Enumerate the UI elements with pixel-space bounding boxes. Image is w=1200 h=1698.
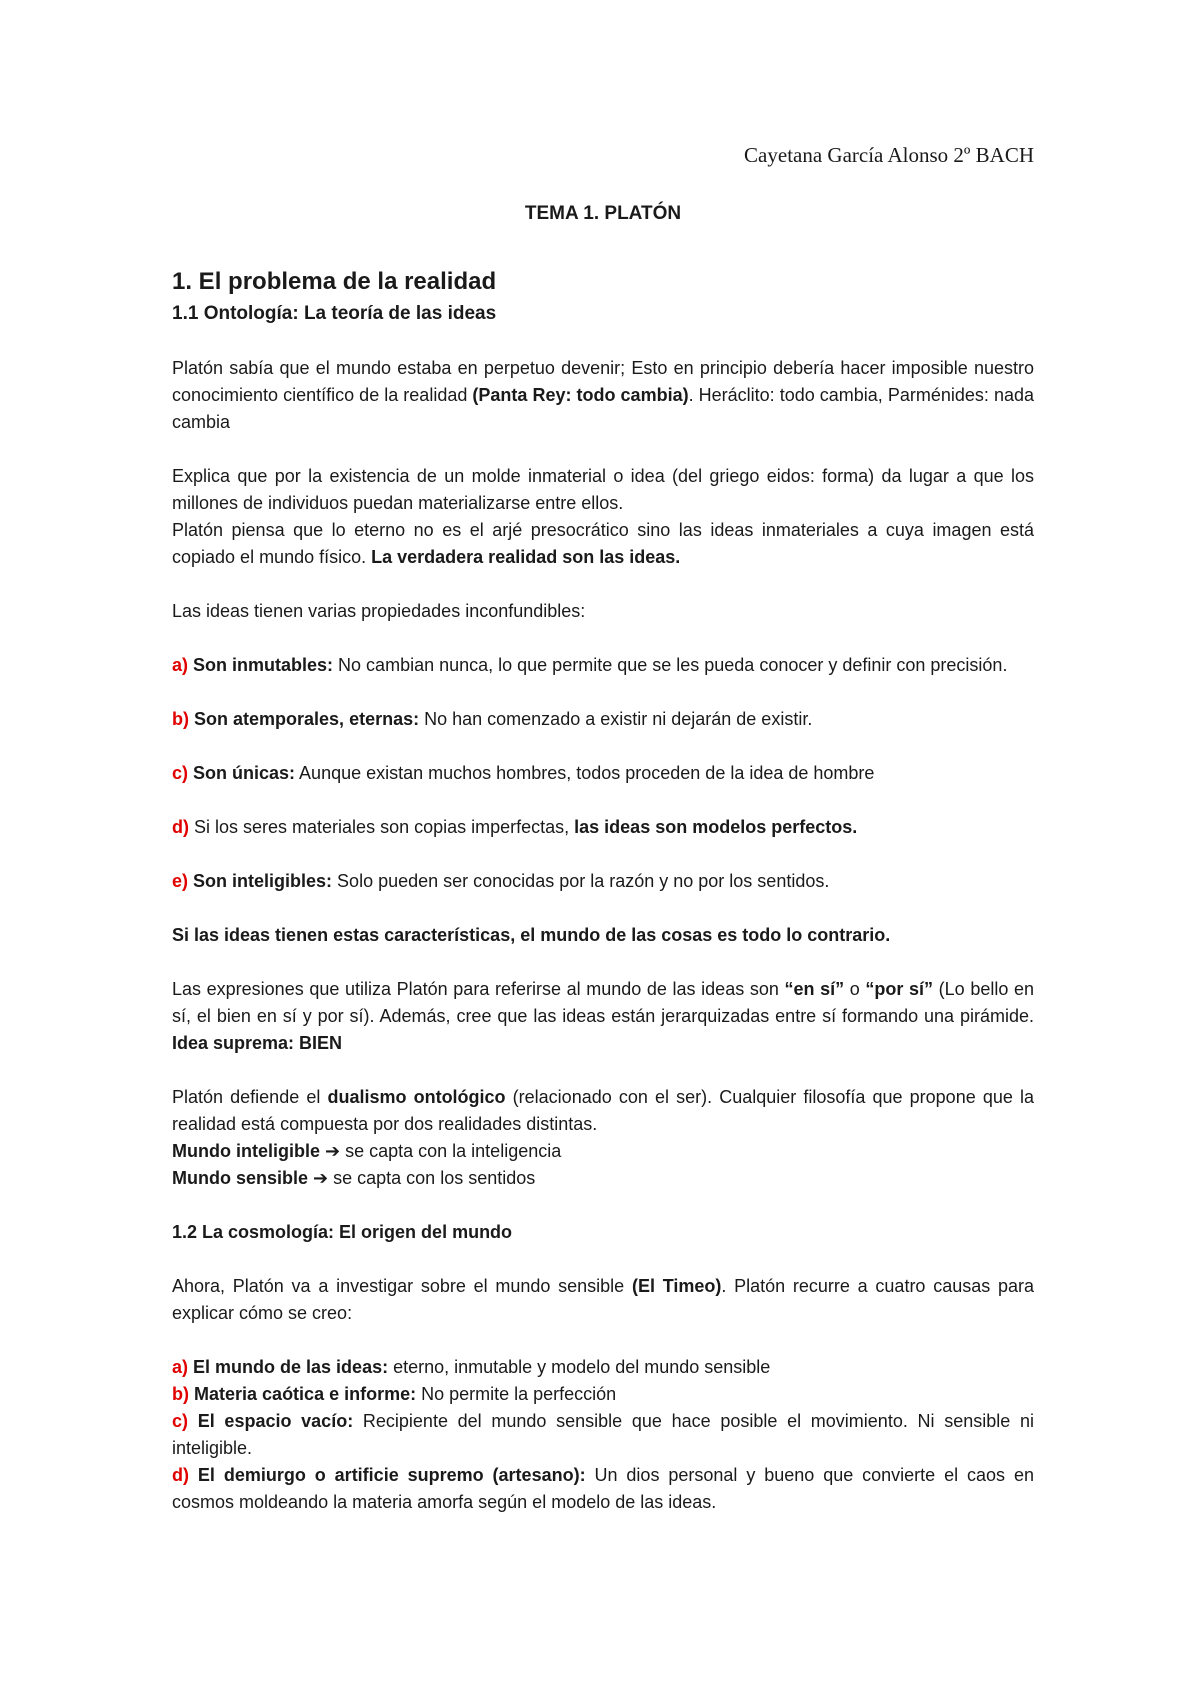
subsection-heading-cosmologia: 1.2 La cosmología: El origen del mundo xyxy=(172,1222,513,1242)
page-title: TEMA 1. PLATÓN xyxy=(524,203,682,224)
list-item: b) Materia caótica e informe: No permite la perfección xyxy=(172,1384,617,1404)
document-body xyxy=(172,355,1034,1516)
paragraph-dualismo: Platón defiende el dualismo ontológico (relacionado con el ser). Cualquier filosofía que propone que la realidad está compuesta por dos realidades distintas. xyxy=(172,1087,1034,1134)
list-item: Mundo sensible ➔ se capta con los sentidos xyxy=(172,1168,536,1188)
subsection-heading: 1.1 Ontología: La teoría de las ideas xyxy=(172,303,497,324)
arrow-right-icon: ➔ xyxy=(313,1168,329,1188)
list-item: a) Son inmutables: No cambian nunca, lo que permite que se les pueda conocer y definir con precisión. xyxy=(172,655,1008,675)
paragraph-expresiones: Las expresiones que utiliza Platón para referirse al mundo de las ideas son “en sí” o “por sí” (Lo bello en sí, el bien en sí y por sí). Además, cree que las ideas están jerarquizadas entre sí formando una pirámide. Idea suprema: BIEN xyxy=(172,979,1034,1053)
paragraph-arje: Platón piensa que lo eterno no es el arjé presocrático sino las ideas inmateriales a cuya imagen está copiado el mundo físico. La verdadera realidad son las ideas. xyxy=(172,520,1034,567)
list-item: c) El espacio vacío: Recipiente del mundo sensible que hace posible el movimiento. Ni sensible ni inteligible. xyxy=(172,1411,1034,1458)
list-item: d) Si los seres materiales son copias imperfectas, las ideas son modelos perfectos. xyxy=(172,817,858,837)
list-item: Mundo inteligible ➔ se capta con la inteligencia xyxy=(172,1141,562,1161)
list-item: e) Son inteligibles: Solo pueden ser conocidas por la razón y no por los sentidos. xyxy=(172,871,830,891)
list-item: a) El mundo de las ideas: eterno, inmutable y modelo del mundo sensible xyxy=(172,1357,771,1377)
arrow-right-icon: ➔ xyxy=(325,1141,341,1161)
list-item: d) El demiurgo o artificie supremo (artesano): Un dios personal y bueno que convierte el caos en cosmos moldeando la materia amorfa según el modelo de las ideas. xyxy=(172,1465,1034,1512)
list-item: b) Son atemporales, eternas: No han comenzado a existir ni dejarán de existir. xyxy=(172,709,813,729)
list-item: c) Son únicas: Aunque existan muchos hombres, todos proceden de la idea de hombre xyxy=(172,763,875,783)
paragraph-devenir: Platón sabía que el mundo estaba en perpetuo devenir; Esto en principio debería hacer imposible nuestro conocimiento científico de la realidad (Panta Rey: todo cambia). Heráclito: todo cambia, Parménides: nada cambia xyxy=(172,358,1034,432)
paragraph-contrario: Si las ideas tienen estas características, el mundo de las cosas es todo lo contrario. xyxy=(172,925,891,945)
section-heading: 1. El problema de la realidad xyxy=(172,268,497,295)
paragraph-timeo: Ahora, Platón va a investigar sobre el mundo sensible (El Timeo). Platón recurre a cuatro causas para explicar cómo se creo: xyxy=(172,1276,1034,1323)
author-line: Cayetana García Alonso 2º BACH xyxy=(744,143,1034,167)
paragraph-molde: Explica que por la existencia de un molde inmaterial o idea (del griego eidos: forma) da lugar a que los millones de individuos puedan materializarse entre ellos. xyxy=(172,466,1034,513)
paragraph-propiedades-intro: Las ideas tienen varias propiedades inconfundibles: xyxy=(172,601,586,621)
